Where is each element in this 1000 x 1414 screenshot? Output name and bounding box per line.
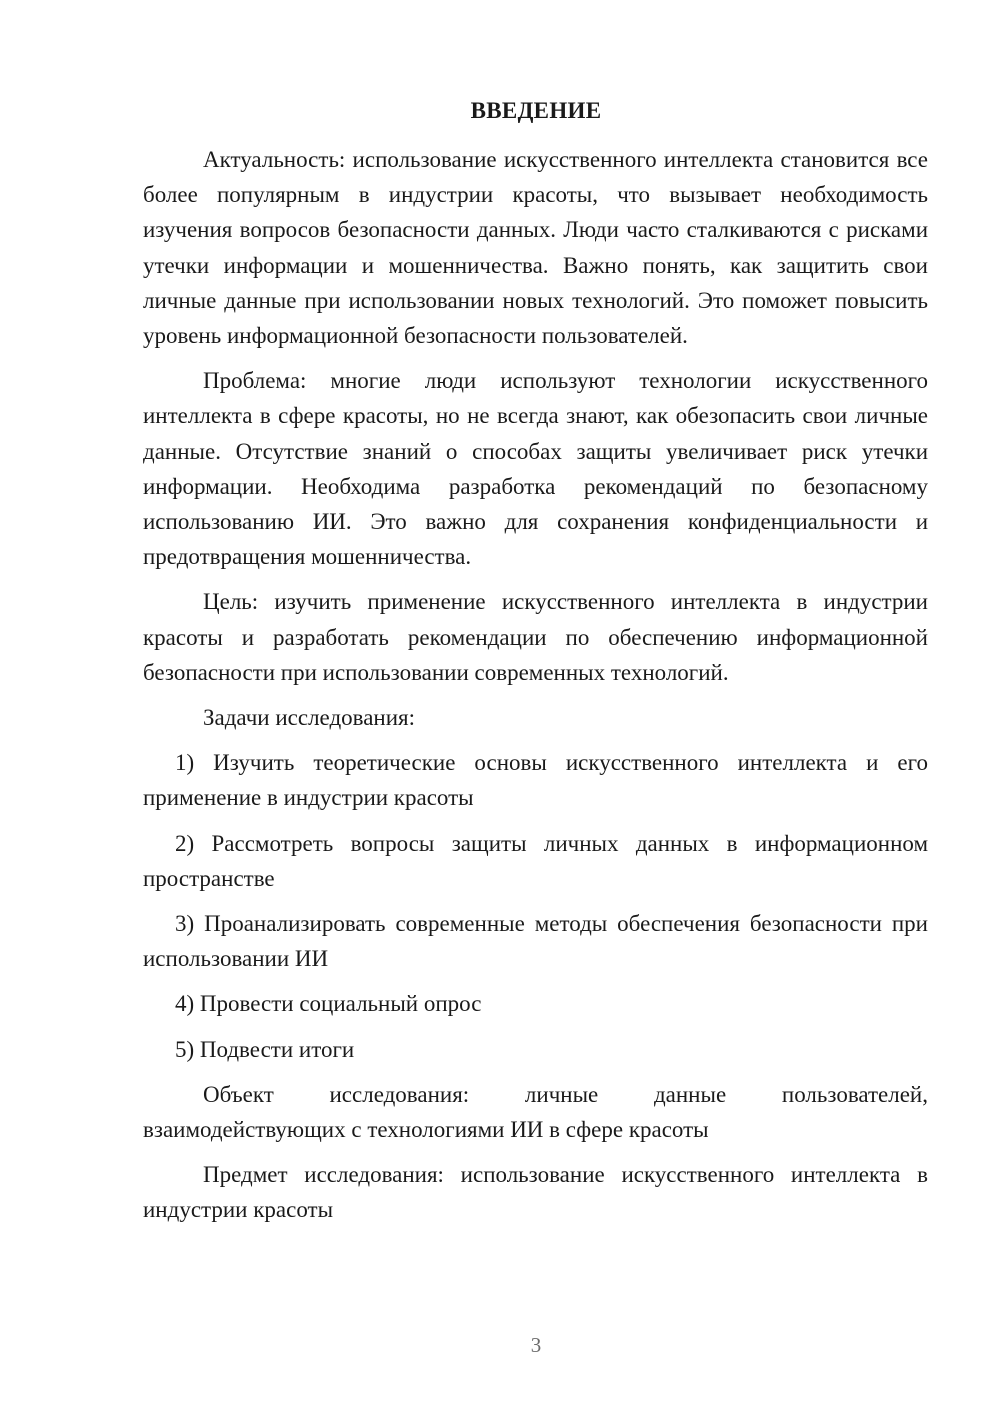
section-heading: ВВЕДЕНИЕ <box>470 98 602 123</box>
document-body <box>143 142 928 1228</box>
object-paragraph: Объект исследования: личные данные пользователей, взаимодействующих с технологиями ИИ в сфере красоты <box>143 1081 928 1143</box>
task-item-1: 1) Изучить теоретические основы искусственного интеллекта и его применение в индустрии красоты <box>143 750 928 811</box>
page-number: 3 <box>530 1333 542 1357</box>
task-item-5: 5) Подвести итоги <box>175 1036 355 1062</box>
tasks-heading: Задачи исследования: <box>203 705 416 731</box>
goal-paragraph: Цель: изучить применение искусственного интеллекта в индустрии красоты и разработать рекомендации по обеспечению информационной безопасности при использовании современных технологий. <box>143 589 928 685</box>
problem-paragraph: Проблема: многие люди используют технологии искусственного интеллекта в сфере красоты, но не всегда знают, как обезопасить свои личные данные. Отсутствие знаний о способах защиты увеличивает риск утечки информации. Необходима разработка рекомендаций по безопасному использованию ИИ. Это важно для сохранения конфиденциальности и предотвращения мошенничества. <box>143 368 928 570</box>
subject-paragraph: Предмет исследования: использование искусственного интеллекта в индустрии красоты <box>143 1162 928 1223</box>
relevance-paragraph: Актуальность: использование искусственного интеллекта становится все более популярным в индустрии красоты, что вызывает необходимость изучения вопросов безопасности данных. Люди часто сталкиваются с рисками утечки информации и мошенничества. Важно понять, как защитить свои личные данные при использовании новых технологий. Это поможет повысить уровень информационной безопасности пользователей. <box>143 147 928 349</box>
task-item-3: 3) Проанализировать современные методы обеспечения безопасности при использовании ИИ <box>143 911 928 972</box>
task-item-4: 4) Провести социальный опрос <box>175 991 482 1017</box>
task-item-2: 2) Рассмотреть вопросы защиты личных данных в информационном пространстве <box>143 830 928 891</box>
